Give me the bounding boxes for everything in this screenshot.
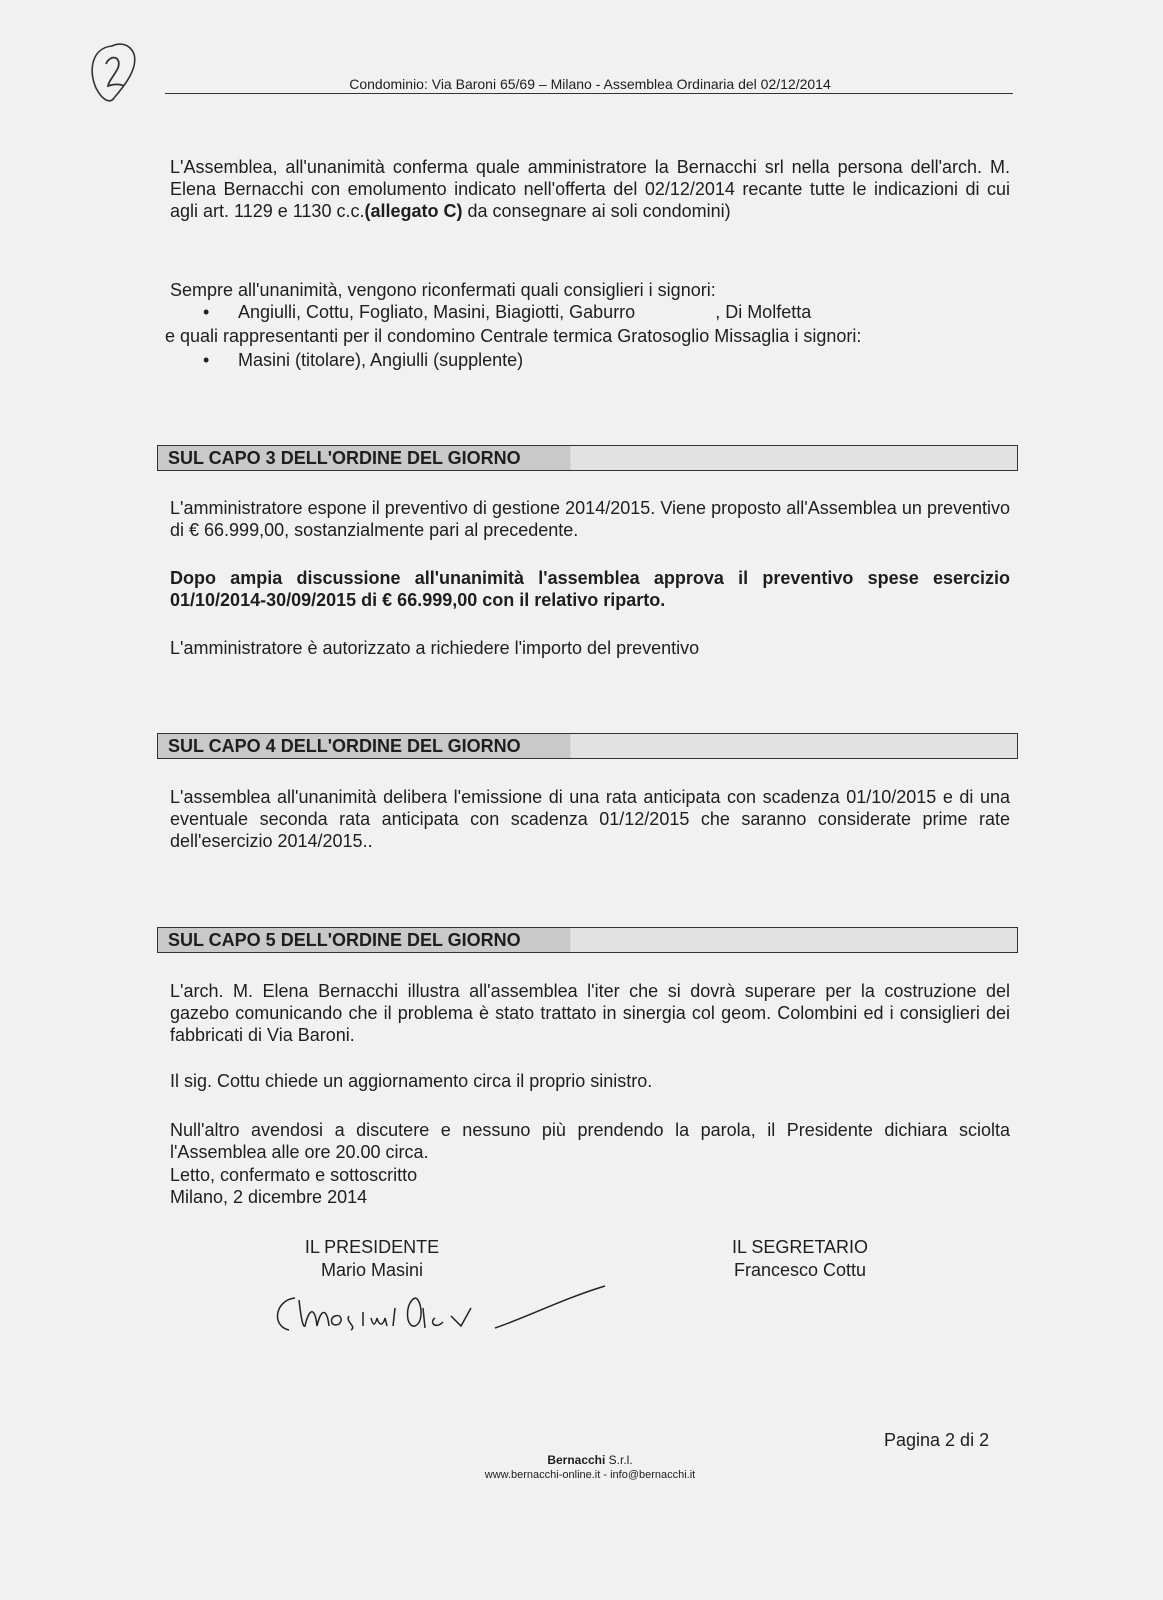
heading-text: SUL CAPO 5 DELL'ORDINE DEL GIORNO: [168, 930, 521, 950]
header-rule: [165, 93, 1013, 94]
capo4-paragraph: L'assemblea all'unanimità delibera l'emissione di una rata anticipata con scadenza 01/10/2015 e di una eventuale seconda rata anticipata con scadenza 01/12/2015 che saranno considerate prime rate dell'esercizio 2014/2015..: [170, 787, 1010, 851]
capo3-paragraph1: L'amministratore espone il preventivo di gestione 2014/2015. Viene proposto all'Assemblea un preventivo di € 66.999,00, sostanzialmente pari al precedente.: [170, 498, 1010, 540]
councillors-names-end: , Di Molfetta: [715, 302, 812, 322]
capo3-paragraph3: L'amministratore è autorizzato a richiedere l'importo del preventivo: [170, 638, 700, 658]
closing-paragraph: Null'altro avendosi a discutere e nessuno più prendendo la parola, il Presidente dichiara sciolta l'Assemblea alle ore 20.00 circa.: [170, 1120, 1010, 1162]
capo5-paragraph2: Il sig. Cottu chiede un aggiornamento circa il proprio sinistro.: [170, 1071, 653, 1091]
capo3-resolution: Dopo ampia discussione all'unanimità l'assemblea approva il preventivo spese esercizio 01/10/2014-30/09/2015 di € 66.999,00 con il relativo riparto.: [170, 568, 1010, 610]
para-tail: da consegnare ai soli condomini): [462, 201, 731, 221]
company-name: Bernacchi: [547, 1453, 606, 1467]
footer-company: [0, 1453, 1163, 1467]
closing-line: Letto, confermato e sottoscritto: [170, 1165, 418, 1185]
page-number: Pagina 2 di 2: [884, 1430, 990, 1450]
section-heading-capo5: [157, 927, 1018, 953]
handwritten-page-number: [82, 40, 144, 106]
footer-contacts: www.bernacchi-online.it - info@bernacchi.it: [484, 1469, 696, 1481]
bullet-dot: •: [203, 350, 210, 370]
bullet-dot: •: [203, 302, 210, 322]
president-title: IL PRESIDENTE: [304, 1237, 440, 1257]
secretary-name: Francesco Cottu: [733, 1260, 867, 1280]
section-heading-capo3: [157, 445, 1018, 471]
section-heading-capo4: [157, 733, 1018, 759]
heading-text: SUL CAPO 4 DELL'ORDINE DEL GIORNO: [168, 736, 521, 756]
councillors-list: [238, 302, 811, 323]
place-date: Milano, 2 dicembre 2014: [170, 1187, 368, 1207]
capo5-paragraph1: L'arch. M. Elena Bernacchi illustra all'assemblea l'iter che si dovrà superare per la costruzione del gazebo comunicando che il problema è stato trattato in sinergia col geom. Colombini ed i consiglieri dei fabbricati di Via Baroni.: [170, 981, 1010, 1045]
company-suffix: S.r.l.: [605, 1453, 633, 1467]
president-name: Mario Masini: [320, 1260, 424, 1280]
councillors-names: Angiulli, Cottu, Fogliato, Masini, Biagiotti, Gaburro: [238, 302, 636, 322]
attachment-ref: (allegato C): [364, 201, 463, 221]
para-text: L'Assemblea, all'unanimità conferma quale amministratore la Bernacchi srl nella persona dell'arch. M. Elena Bernacchi con emolumento indicato nell'offerta del 02/12/2014 recante tutte le indicazioni di cui agli art. 1129 e 1130 c.c.: [170, 157, 1010, 221]
representatives-list: Masini (titolare), Angiulli (supplente): [238, 350, 524, 370]
paragraph-administrator: [170, 156, 1010, 222]
heading-text: SUL CAPO 3 DELL'ORDINE DEL GIORNO: [168, 448, 521, 468]
representatives-intro: e quali rappresentanti per il condomino Centrale termica Gratosoglio Missaglia i signori:: [165, 326, 862, 346]
secretary-block: [690, 1236, 910, 1282]
president-signature: [265, 1278, 615, 1348]
secretary-title: IL SEGRETARIO: [731, 1237, 869, 1257]
councillors-intro: Sempre all'unanimità, vengono riconfermati quali consiglieri i signori:: [170, 280, 716, 300]
president-block: [272, 1236, 472, 1282]
document-header: Condominio: Via Baroni 65/69 – Milano - Assemblea Ordinaria del 02/12/2014: [349, 76, 831, 92]
